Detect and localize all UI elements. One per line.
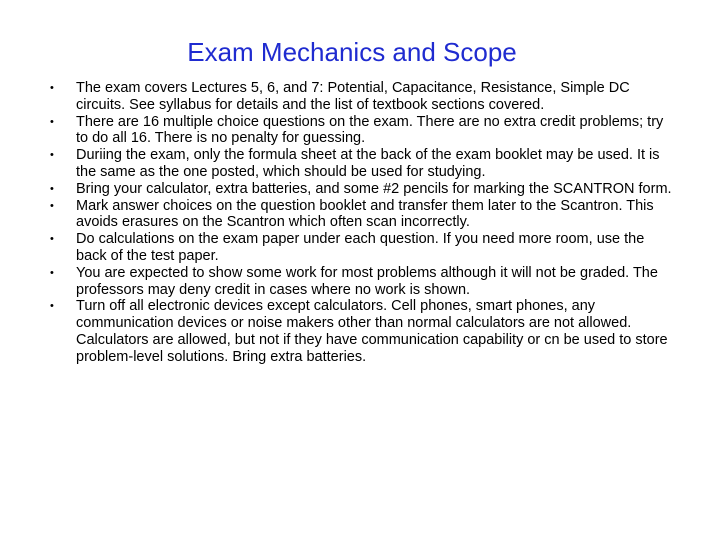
bullet-dot-icon: • bbox=[50, 149, 54, 162]
bullet-item-calculations bbox=[0, 231, 672, 265]
bullet-text: Bring your calculator, extra batteries, and some #2 pencils for marking the SCANTRON form. bbox=[76, 180, 672, 197]
bullet-dot-icon: • bbox=[50, 182, 54, 195]
bullet-text: You are expected to show some work for most problems although it will not be graded. The professors may deny credit in cases where no work is shown. bbox=[76, 264, 658, 298]
bullet-text: Turn off all electronic devices except calculators. Cell phones, smart phones, any communication devices or noise makers other than normal calculators are not allowed. Calculators are allowed, but not if they have communication capability or cn be used to store problem-level solutions. Bring extra batteries. bbox=[76, 298, 668, 365]
bullet-dot-icon: • bbox=[50, 82, 54, 94]
bullet-item-supplies bbox=[0, 181, 672, 198]
bullet-item-show-work bbox=[0, 265, 672, 299]
bullet-text: The exam covers Lectures 5, 6, and 7: Potential, Capacitance, Resistance, Simple DC circuits. See syllabus for details and the list of textbook sections covered. bbox=[76, 80, 630, 113]
bullet-text: There are 16 multiple choice questions on the exam. There are no extra credit problems; try to do all 16. There is no penalty for guessing. bbox=[76, 113, 664, 147]
bullet-item-formula-sheet bbox=[0, 147, 672, 181]
bullet-item-mark-answers bbox=[0, 198, 672, 232]
bullet-dot-icon: • bbox=[50, 115, 54, 128]
bullet-text: Duriing the exam, only the formula sheet at the back of the exam booklet may be used. It is the same as the one posted, which should be used for studying. bbox=[76, 147, 660, 180]
bullet-item-exam-scope bbox=[0, 80, 672, 114]
bullet-item-electronic-devices bbox=[0, 298, 672, 365]
bullet-text: Do calculations on the exam paper under each question. If you need more room, use the back of the test paper. bbox=[76, 231, 645, 264]
slide-title: Exam Mechanics and Scope bbox=[187, 37, 517, 67]
bullet-dot-icon: • bbox=[50, 266, 54, 279]
bullet-dot-icon: • bbox=[50, 199, 54, 212]
bullet-item-question-count bbox=[0, 114, 672, 148]
bullet-list bbox=[0, 80, 720, 366]
bullet-text: Mark answer choices on the question booklet and transfer them later to the Scantron. This avoids erasures on the Scantron which often scan incorrectly. bbox=[76, 197, 654, 231]
bullet-dot-icon: • bbox=[50, 233, 54, 246]
bullet-dot-icon: • bbox=[50, 300, 54, 313]
